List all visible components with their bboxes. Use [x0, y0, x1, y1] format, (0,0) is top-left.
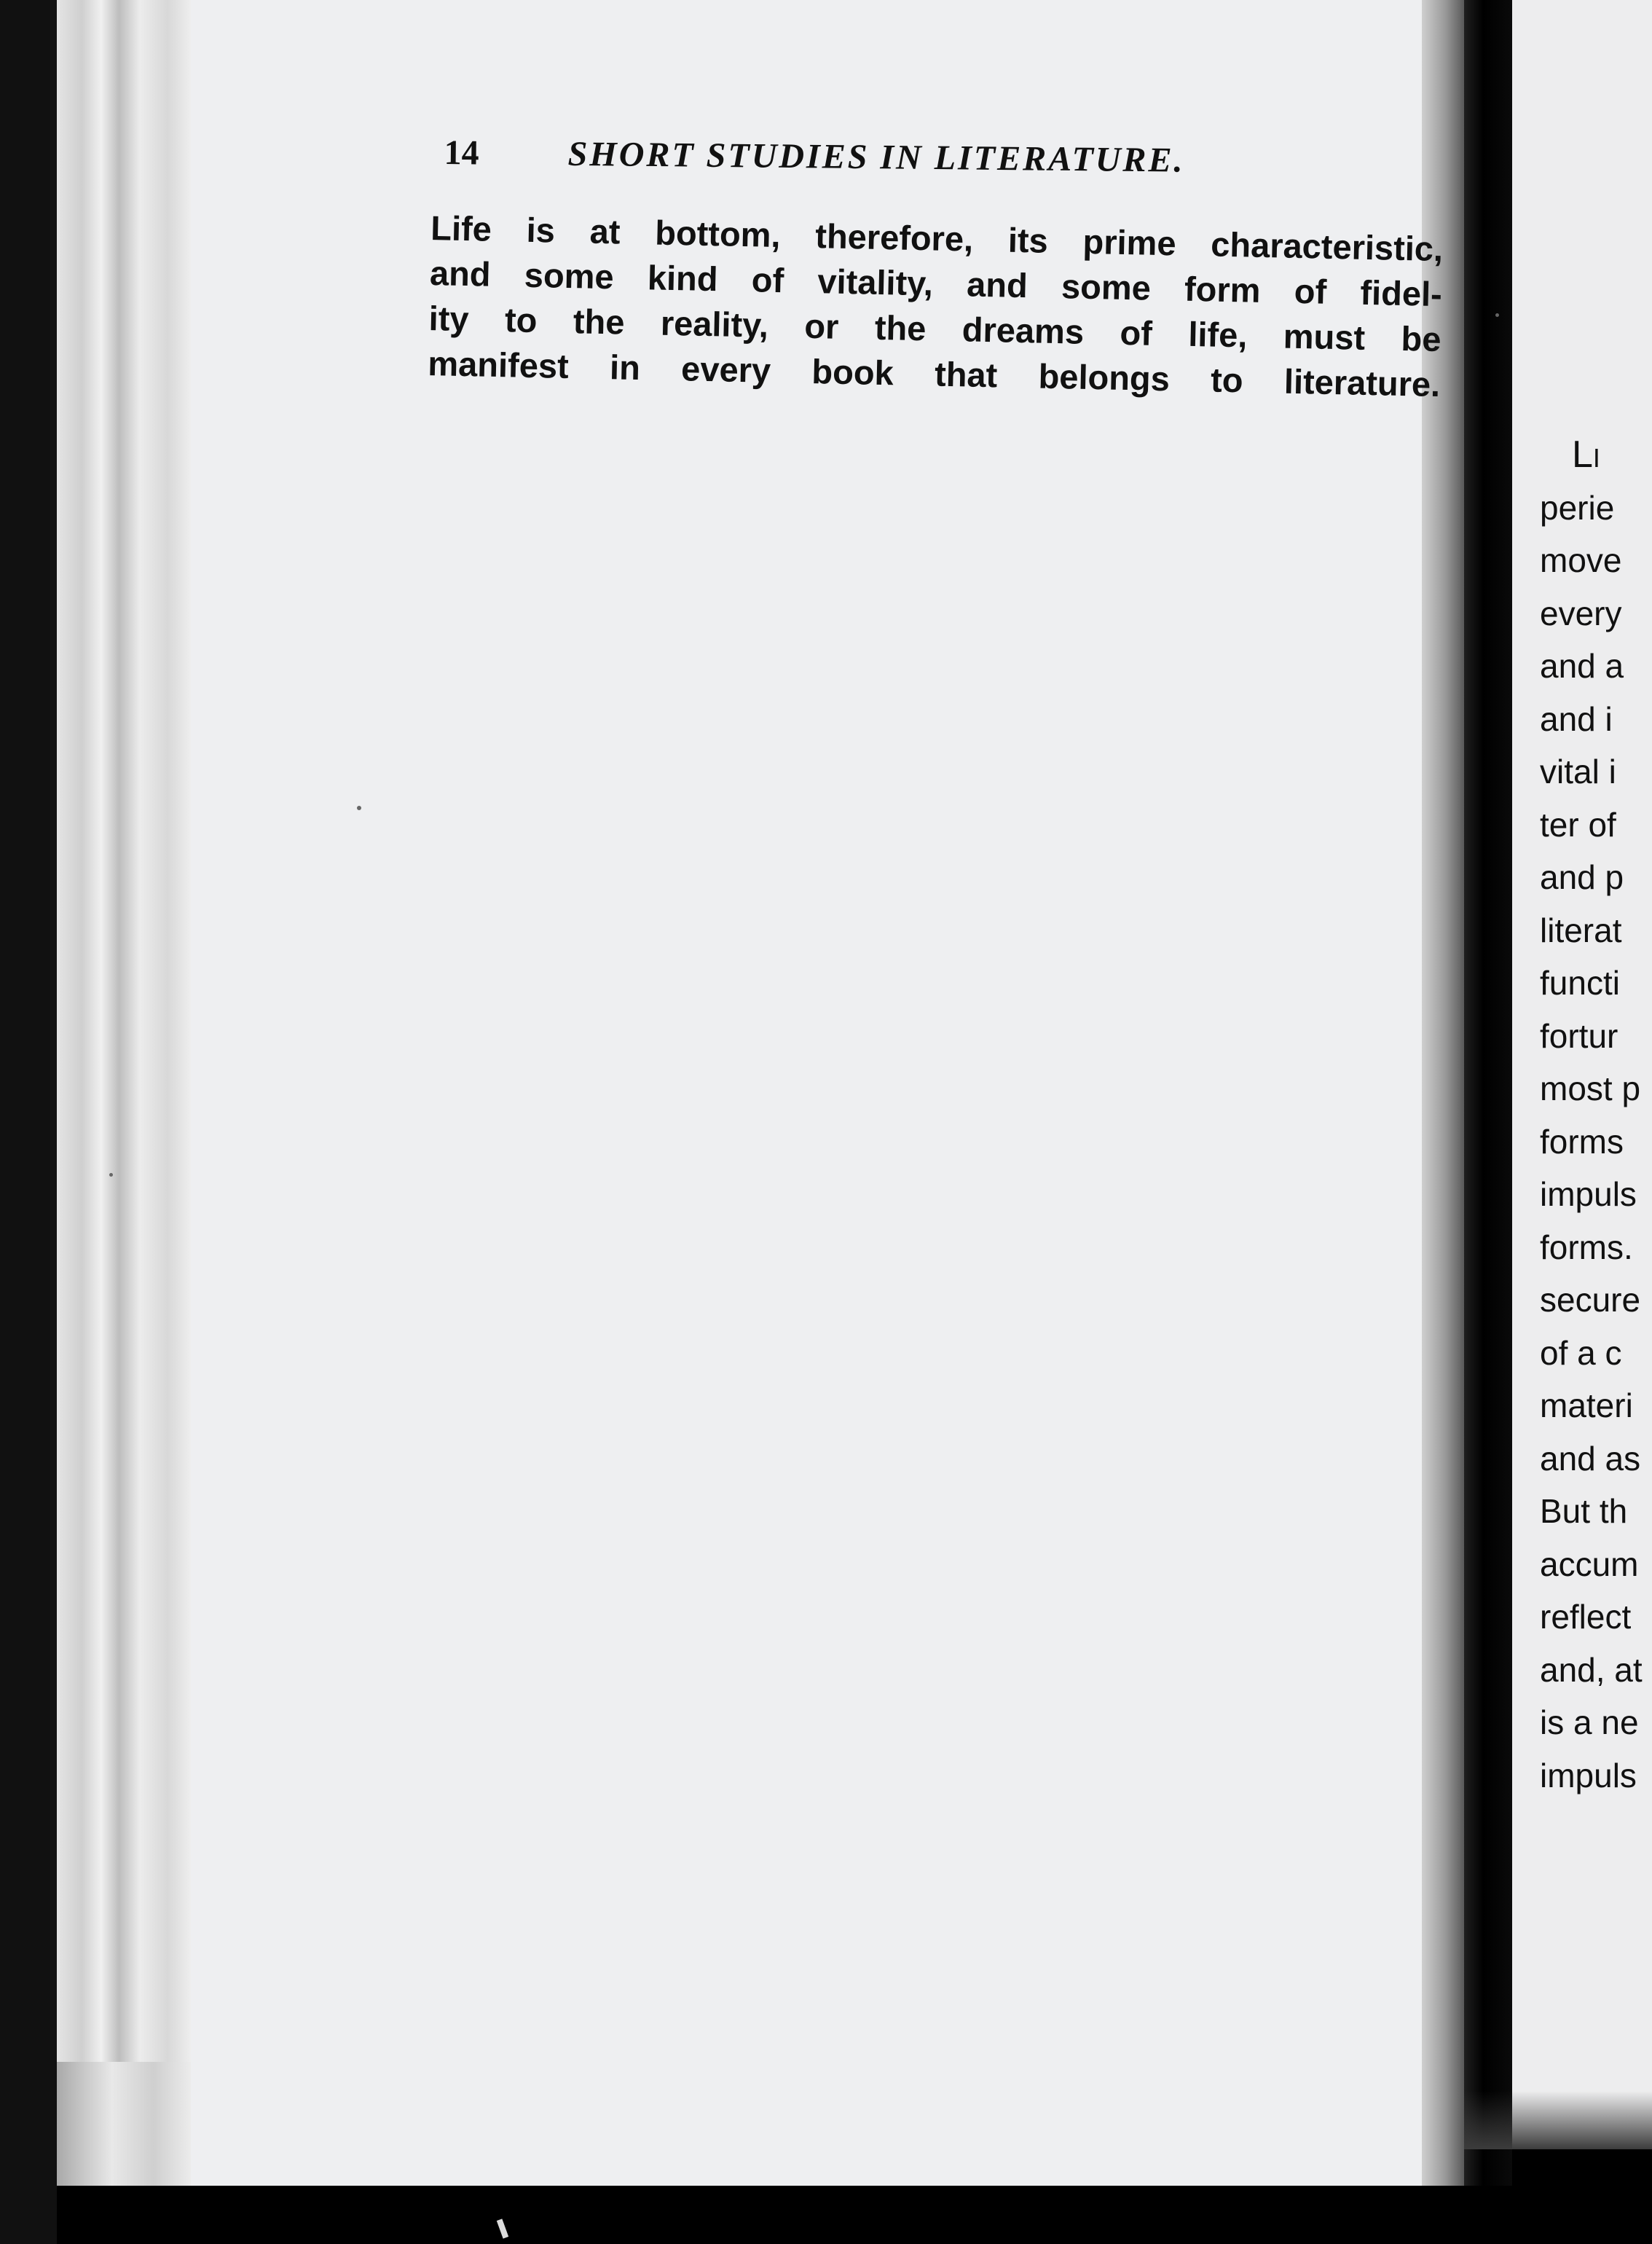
text-line: move: [1540, 541, 1622, 579]
text-line: and, at: [1540, 1650, 1643, 1689]
scan-speck: [109, 1173, 113, 1177]
scan-speck: [357, 806, 361, 810]
text-line: But th: [1540, 1492, 1628, 1530]
text-line: impuls: [1540, 1756, 1637, 1794]
page-number: 14: [444, 133, 479, 173]
text-line: and as: [1540, 1439, 1641, 1478]
left-page-body-text: [428, 205, 1444, 407]
text-line: forms.: [1540, 1228, 1633, 1266]
text-line: fortur: [1540, 1016, 1618, 1055]
text-line: Life is at bottom, therefore, its prime characteristic,: [430, 208, 1444, 269]
text-line: and i: [1540, 699, 1613, 738]
text-line: forms: [1540, 1122, 1624, 1161]
text-line: impuls: [1540, 1175, 1637, 1213]
text-line: ity to the reality, or the dreams of life, must be: [428, 298, 1442, 359]
running-head: [444, 133, 1391, 201]
text-line: perie: [1540, 488, 1615, 527]
book-left-edge: [0, 0, 57, 2244]
page-stack-edges: [57, 0, 195, 2186]
text-line: is a ne: [1540, 1703, 1639, 1741]
text-line: and a: [1540, 647, 1624, 685]
text-line: secure: [1540, 1281, 1641, 1319]
text-line: Li: [1572, 434, 1600, 476]
right-page-shadow: [1464, 2091, 1652, 2149]
scan-speck: [1495, 313, 1499, 317]
text-line: every: [1540, 594, 1622, 632]
text-line: and p: [1540, 858, 1624, 896]
running-title: SHORT STUDIES IN LITERATURE.: [567, 134, 1185, 180]
text-line: of a c: [1540, 1333, 1622, 1372]
text-line: ter of: [1540, 805, 1616, 844]
scan-bottom-border: [57, 2186, 1652, 2244]
right-page-text-fragments: [1540, 428, 1652, 1802]
text-line: manifest in every book that belongs to literature.: [427, 343, 1441, 404]
text-line: and some kind of vitality, and some form of fidel-: [429, 253, 1443, 314]
text-line: accum: [1540, 1545, 1639, 1583]
text-line: vital i: [1540, 753, 1616, 790]
text-line: reflect: [1540, 1598, 1632, 1636]
text-line: most p: [1540, 1070, 1641, 1107]
book-gutter: [1464, 0, 1512, 2186]
text-line: literat: [1540, 911, 1622, 949]
text-line: materi: [1540, 1386, 1633, 1424]
text-line: functi: [1540, 964, 1620, 1002]
